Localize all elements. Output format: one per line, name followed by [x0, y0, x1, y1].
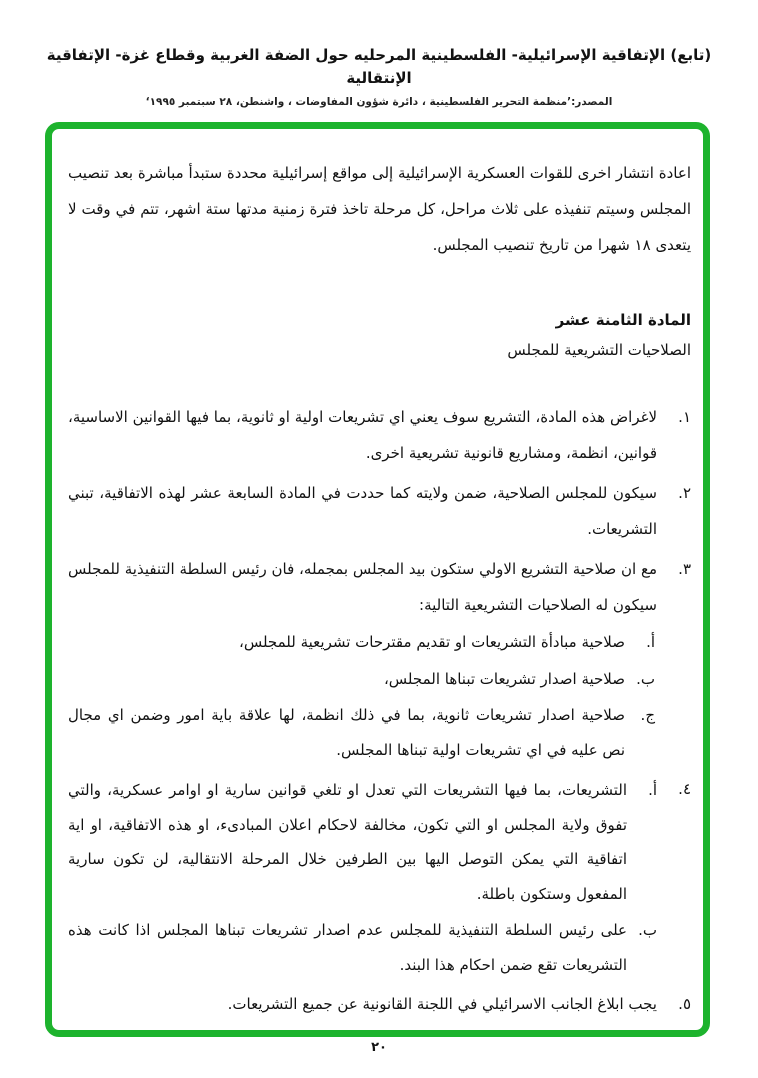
subitem-c	[68, 698, 655, 767]
article-subtitle: الصلاحيات التشريعية للمجلس	[507, 341, 691, 359]
item-number: ١.	[678, 408, 691, 426]
document-title: (تابع) الإتفاقية الإسرائيلية- الفلسطينية المرحليه حول الضفة الغربية وقطاع غزة- الإتفاقية الإنتقالية	[46, 46, 712, 87]
list-item-5	[68, 986, 691, 1022]
subitem-letter: أ.	[648, 781, 657, 799]
subitem-letter: ب.	[638, 921, 657, 939]
item-text: مع ان صلاحية التشريع الاولي ستكون بيد المجلس بمجمله، فان رئيس السلطة التنفيذية للمجلس سيكون له الصلاحيات التشريعية التالية:	[67, 560, 657, 614]
list-item-4	[68, 771, 691, 982]
subitem-a	[68, 625, 655, 660]
subitem-text: صلاحية مبادأة التشريعات او تقديم مقترحات تشريعية للمجلس،	[239, 633, 625, 651]
article-items-list	[68, 399, 691, 1022]
subitem-a	[68, 773, 657, 911]
list-item-2	[68, 475, 691, 547]
page-number: ٢٠	[371, 1040, 387, 1055]
item-number: ٤.	[678, 780, 691, 798]
subitem-b	[68, 662, 655, 697]
item-3-subitems	[68, 625, 655, 767]
subitem-letter: ج.	[640, 706, 655, 724]
item-number: ٥.	[678, 995, 691, 1013]
subitem-text: على رئيس السلطة التنفيذية للمجلس عدم اصدار تشريعات تبناها المجلس اذا كانت هذه التشريعات تقع ضمن احكام هذا البند.	[68, 921, 627, 974]
item-text: لاغراض هذه المادة، التشريع سوف يعني اي تشريعات اولية او ثانوية، بما فيها القوانين الاساسية، قوانين، انظمة، ومشاريع قانونية تشريعية اخرى.	[68, 408, 657, 462]
subitem-text: صلاحية اصدار تشريعات تبناها المجلس،	[383, 669, 625, 688]
subitem-text: صلاحية اصدار تشريعات ثانوية، بما في ذلك انظمة، لها علاقة باية امور وضمن اي مجال نص عليه في اي تشريعات اولية تبناها المجلس.	[68, 706, 625, 759]
subitem-letter: ب.	[636, 669, 655, 688]
item-text: سيكون للمجلس الصلاحية، ضمن ولايته كما حددت في المادة السابعة عشر لهذه الاتفاقية، تبني التشريعات.	[68, 484, 657, 538]
subitem-text: التشريعات، بما فيها التشريعات التي تعدل او تلغي قوانين سارية او اوامر عسكرية، والتي تفوق ولاية المجلس او التي تكون، مخالفة لاحكام اعلان المبادىء، او هذه الاتفاقية، او اية اتفاقية التي يمكن التوصل اليها بين الطرفين خلال المرحلة الانتقالية، لن تكون سارية المفعول وستكون باطلة.	[68, 781, 627, 903]
article-title: المادة الثامنة عشر	[555, 311, 691, 329]
subitem-b	[68, 913, 657, 982]
item-4-subitems	[68, 771, 657, 982]
document-source-line: المصدر:’منظمة التحرير الفلسطينية ، دائرة شؤون المفاوضات ، واشنطن، ٢٨ سبتمبر ١٩٩٥‘	[145, 96, 613, 108]
content-frame	[45, 122, 710, 1037]
list-item-1	[68, 399, 691, 471]
item-number: ٢.	[678, 484, 691, 502]
subitem-letter: أ.	[646, 633, 655, 651]
document-header	[0, 44, 758, 108]
list-item-3	[68, 551, 691, 623]
intro-paragraph: اعادة انتشار اخرى للقوات العسكرية الإسرائيلية إلى مواقع إسرائيلية محددة ستبدأ مباشرة بعد تنصيب المجلس وسيتم تنفيذه على ثلاث مراحل، كل مرحلة تاخذ فترة زمنية مدتها ستة اشهر، تتم في وقت لا يتعدى ١٨ شهرا من تاريخ تنصيب المجلس.	[68, 164, 691, 254]
item-number: ٣.	[678, 560, 691, 578]
item-text: يجب ابلاغ الجانب الاسرائيلي في اللجنة القانونية عن جميع التشريعات.	[227, 995, 657, 1013]
